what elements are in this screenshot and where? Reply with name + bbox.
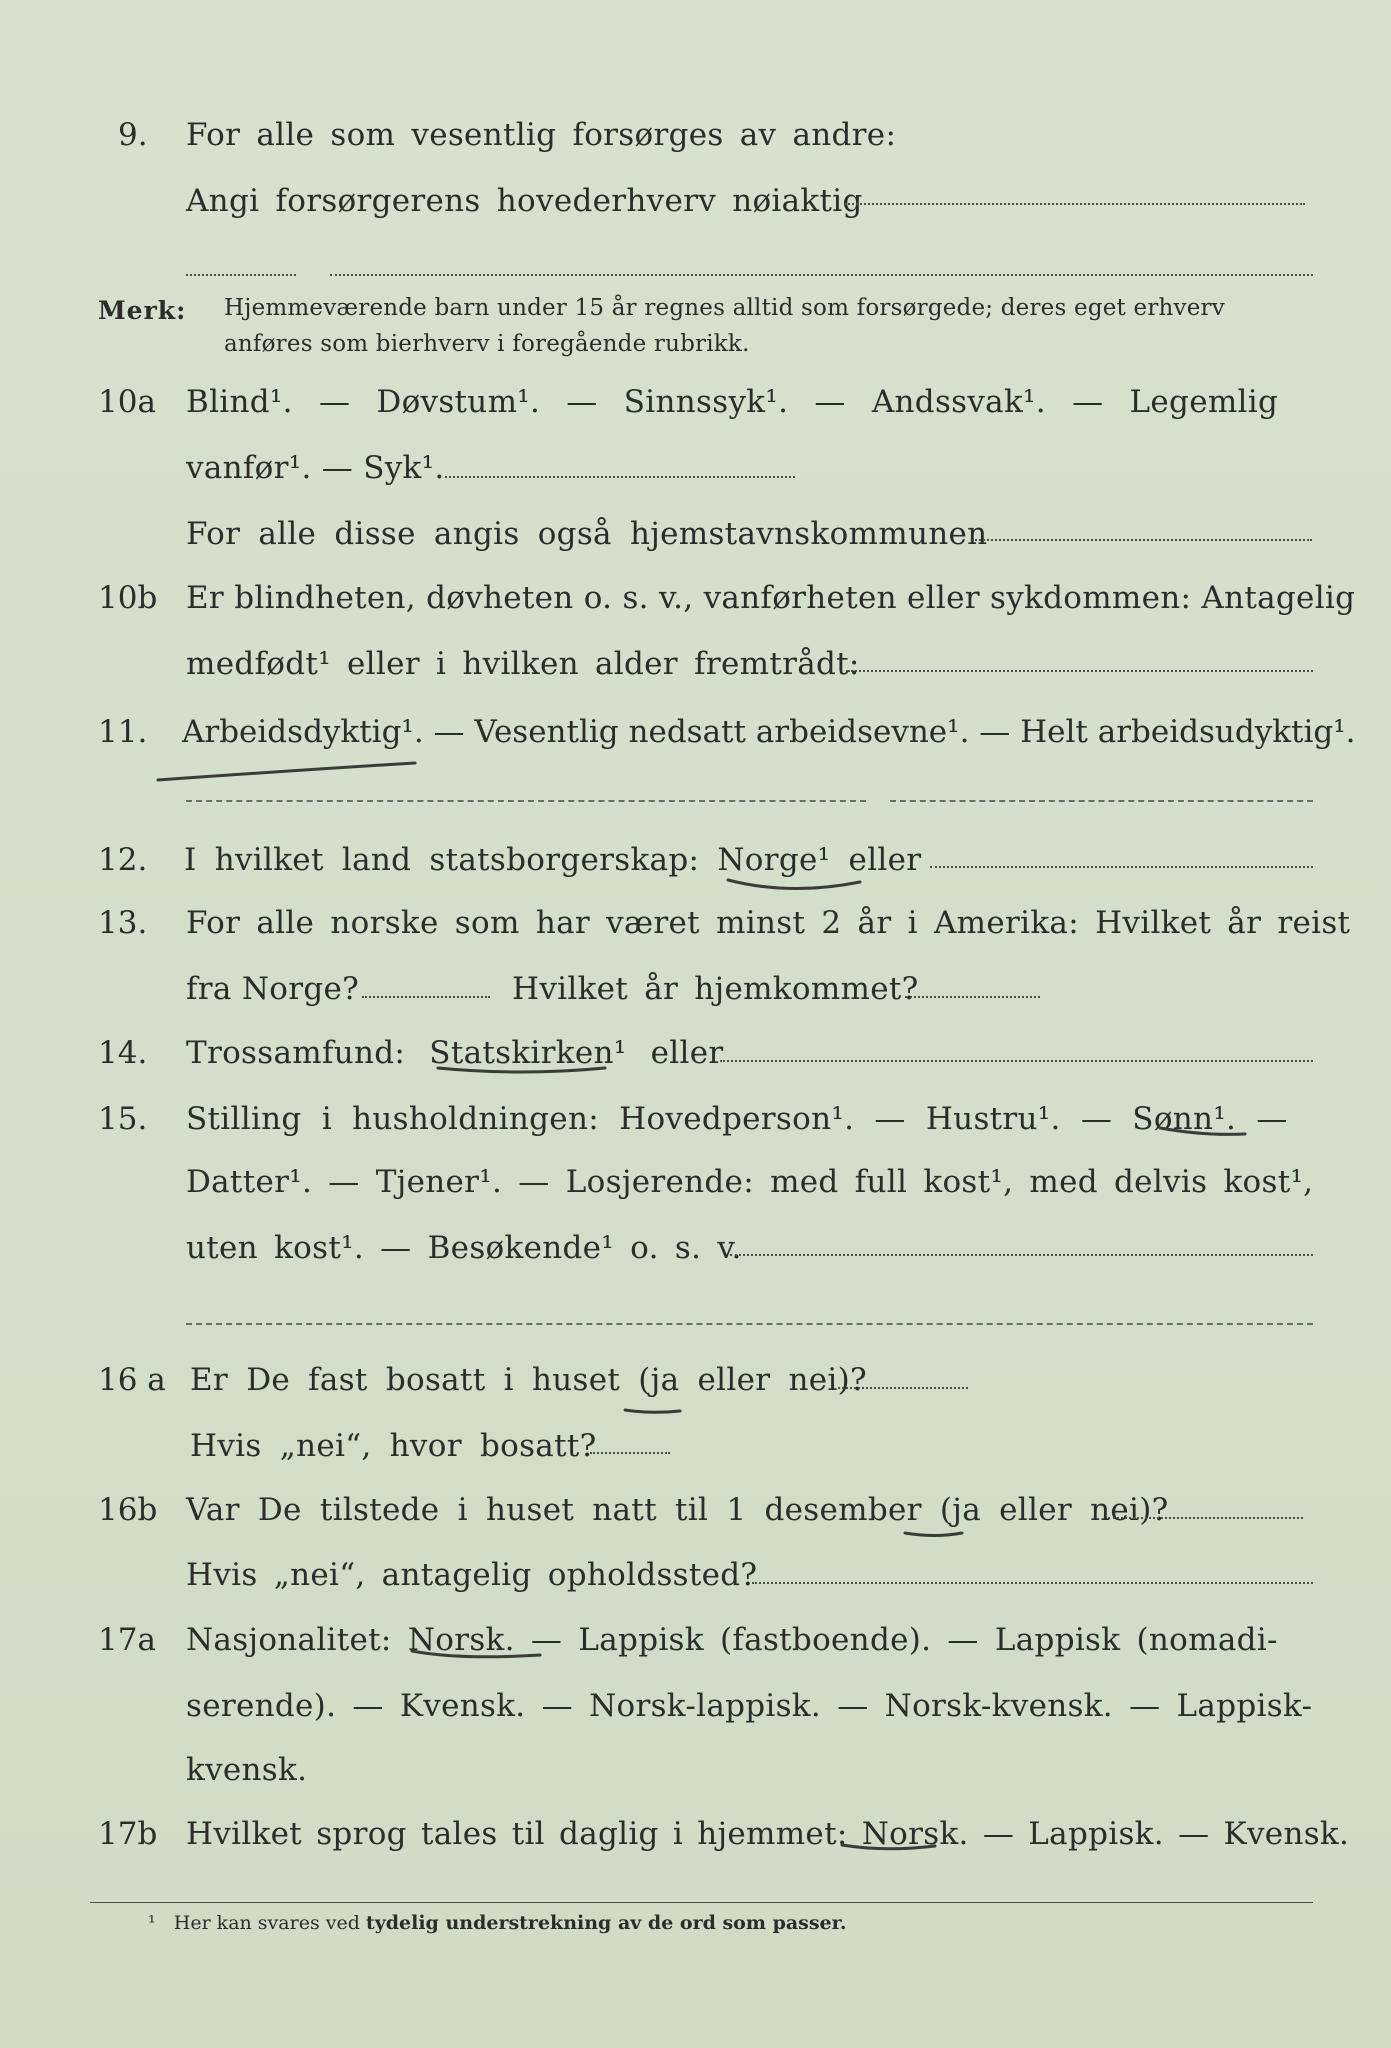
footnote-text-plain: Her kan svares ved — [173, 1912, 360, 1934]
q13-return-label: Hvilket år hjemkommet? — [512, 971, 919, 1007]
q10b-number: 10b — [98, 580, 158, 616]
q9-answer-line[interactable] — [845, 203, 1305, 205]
q10a-hometown-label: For alle disse angis også hjemstavnskommunen — [186, 516, 988, 552]
footnote — [148, 1912, 847, 1934]
q12-answer-line[interactable] — [930, 866, 1313, 868]
q17a-number: 17a — [98, 1622, 156, 1658]
q11-answer-line-b[interactable] — [890, 800, 1313, 802]
underline-norge — [728, 880, 860, 889]
q13-question-line1: For alle norske som har været minst 2 år i Amerika: Hvilket år reist — [186, 905, 1351, 941]
q15-answer-line[interactable] — [730, 1254, 1313, 1256]
q16a-followup: Hvis „nei“, hvor bosatt? — [190, 1428, 597, 1464]
q16b-followup-line[interactable] — [752, 1582, 1313, 1584]
q10a-answer-line[interactable] — [445, 476, 795, 478]
underline-ja-16b — [905, 1533, 962, 1536]
q9-question-line2: Angi forsørgerens hovederhverv nøiaktig — [186, 183, 863, 219]
q10b-answer-line[interactable] — [848, 670, 1313, 672]
merk-note-line1: Hjemmeværende barn under 15 år regnes alltid som forsørgede; deres eget erhverv — [224, 295, 1225, 321]
q12-question: I hvilket land statsborgerskap: Norge¹ eller — [184, 842, 922, 878]
footnote-divider — [90, 1902, 1313, 1903]
q15-answer-line-2[interactable] — [186, 1323, 1313, 1325]
q10b-question-line2: medfødt¹ eller i hvilken alder fremtrådt: — [186, 646, 860, 682]
q16b-question: Var De tilstede i huset natt til 1 desember (ja eller nei)? — [186, 1492, 1169, 1528]
q16b-number: 16b — [98, 1492, 158, 1528]
q14-question: Trossamfund: Statskirken¹ eller — [186, 1035, 724, 1071]
q11-number: 11. — [98, 714, 148, 750]
q9-question-line1: For alle som vesentlig forsørges av andre: — [186, 117, 897, 153]
q10a-options-line2: vanfør¹. — Syk¹. — [186, 450, 445, 486]
q9-number: 9. — [118, 117, 148, 153]
q9-answer-line-2b[interactable] — [330, 274, 1313, 276]
q15-options-line1: Stilling i husholdningen: Hovedperson¹. — Hustru¹. — Sønn¹. — — [186, 1101, 1288, 1137]
q14-number: 14. — [98, 1035, 148, 1071]
q11-options: Arbeidsdyktig¹. — Vesentlig nedsatt arbeidsevne¹. — Helt arbeidsudyktig¹. — [182, 714, 1356, 750]
q13-return-line[interactable] — [905, 996, 1040, 998]
q16a-answer-line[interactable] — [838, 1387, 968, 1389]
q17a-options-line1: Nasjonalitet: Norsk. — Lappisk (fastboende). — Lappisk (nomadi- — [186, 1622, 1278, 1658]
merk-note-line2: anføres som bierhverv i foregående rubrikk. — [224, 331, 750, 357]
q16b-answer-line[interactable] — [1108, 1517, 1303, 1519]
underline-ja-16a — [625, 1410, 680, 1412]
q13-departure-label: fra Norge? — [186, 971, 360, 1007]
q15-number: 15. — [98, 1101, 148, 1137]
q17a-options-line2: serende). — Kvensk. — Norsk-lappisk. — Norsk-kvensk. — Lappisk- — [186, 1688, 1313, 1724]
q10b-question-line1: Er blindheten, døvheten o. s. v., vanførheten eller sykdommen: Antagelig — [186, 580, 1356, 616]
q17b-options: Hvilket sprog tales til daglig i hjemmet: Norsk. — Lappisk. — Kvensk. — [186, 1816, 1350, 1852]
q10a-number: 10a — [98, 384, 156, 420]
footnote-text-bold: tydelig understrekning av de ord som passer. — [365, 1912, 847, 1934]
footnote-mark: ¹ — [148, 1912, 156, 1934]
q16a-question: Er De fast bosatt i huset (ja eller nei)? — [190, 1362, 867, 1398]
q16a-followup-line[interactable] — [590, 1452, 670, 1454]
q16a-number: 16 a — [98, 1362, 166, 1398]
q17a-options-line3: kvensk. — [186, 1752, 308, 1788]
q10a-options-line1: Blind¹. — Døvstum¹. — Sinnssyk¹. — Andssvak¹. — Legemlig — [186, 384, 1279, 420]
q17b-number: 17b — [98, 1816, 158, 1852]
merk-label: Merk: — [98, 296, 187, 325]
q10a-hometown-line[interactable] — [972, 539, 1312, 541]
underline-arbeidsdyktig — [158, 763, 415, 780]
q13-departure-line[interactable] — [362, 996, 490, 998]
q15-options-line3: uten kost¹. — Besøkende¹ o. s. v. — [186, 1230, 742, 1266]
q13-number: 13. — [98, 905, 148, 941]
q9-answer-line-2a[interactable] — [186, 274, 296, 276]
q11-answer-line-a[interactable] — [186, 800, 866, 802]
q16b-followup: Hvis „nei“, antagelig opholdssted? — [186, 1557, 758, 1593]
q14-answer-line[interactable] — [720, 1060, 1313, 1062]
q15-options-line2: Datter¹. — Tjener¹. — Losjerende: med full kost¹, med delvis kost¹, — [186, 1164, 1314, 1200]
q12-number: 12. — [98, 842, 148, 878]
